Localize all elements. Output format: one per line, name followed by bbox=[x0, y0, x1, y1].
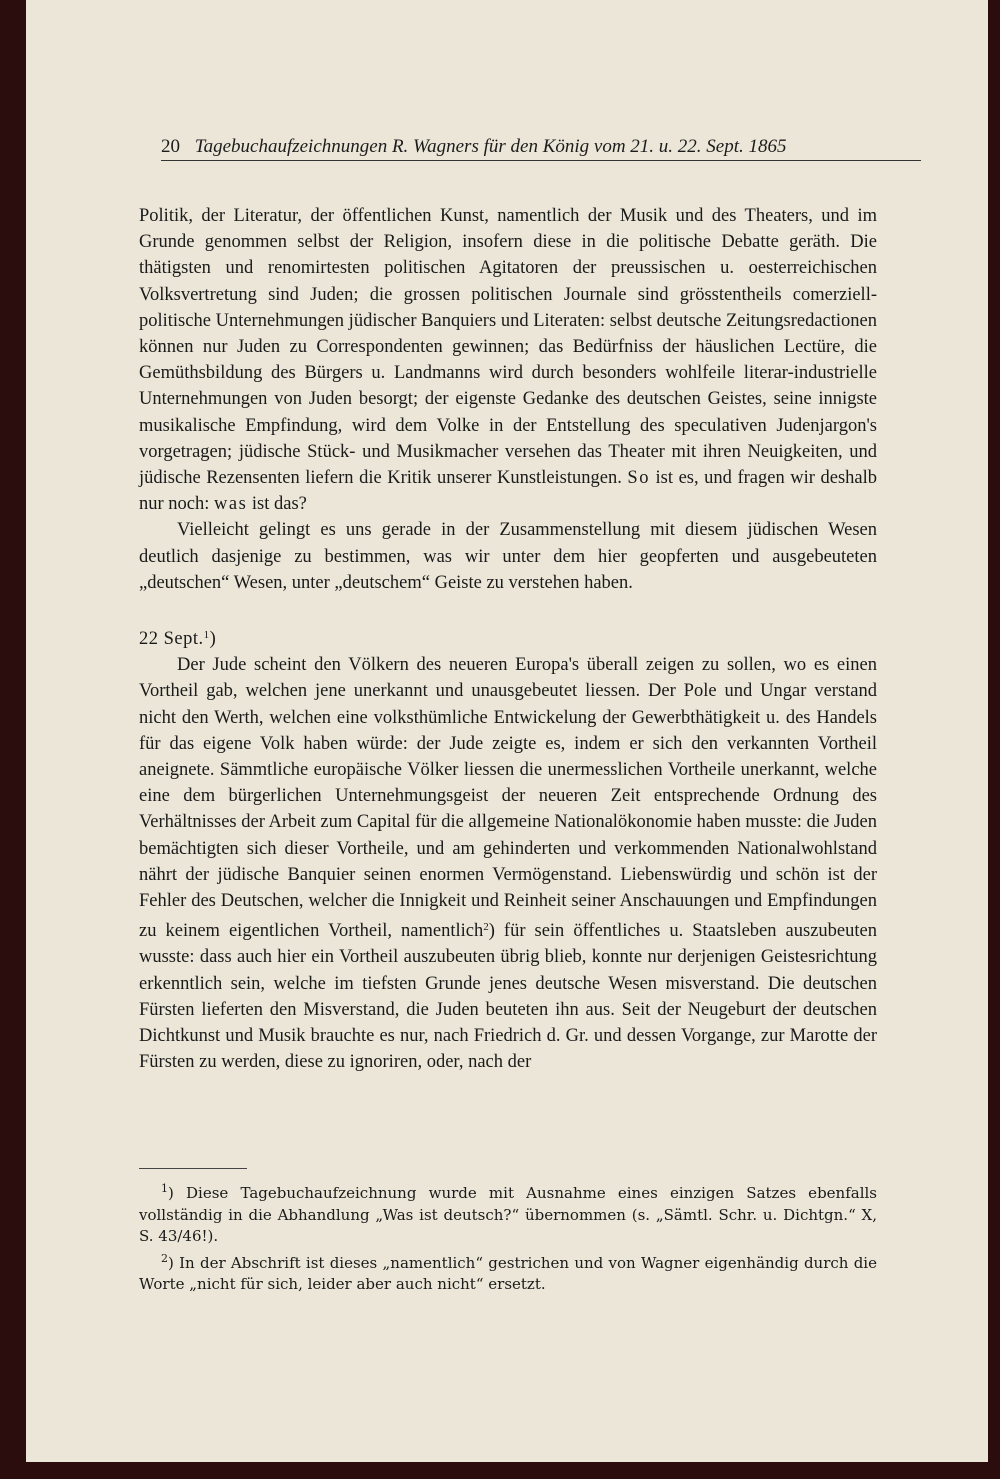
footnote-2: $^2$) In der Abschrift ist dieses „namentlich“ gestrichen und von Wagner eigenhändig durch die Worte „nicht für sich, leider aber auch nicht“ ersetzt. bbox=[139, 1251, 877, 1293]
footnotes bbox=[139, 1178, 877, 1296]
date-heading: 22 Sept.$^1$) bbox=[139, 629, 217, 650]
page-number: 20 bbox=[161, 136, 180, 157]
paragraph-2: Vielleicht gelingt es uns gerade in der Zusammenstellung mit diesem jüdischen Wesen deutlich dasjenige zu bestimmen, was wir unter dem hier geopferten und ausgebeuteten „deutschen“ Wesen, unter „deutschem“ Geiste zu verstehen haben. bbox=[139, 520, 877, 593]
footnote-mark-2: 2 bbox=[483, 921, 489, 934]
date-heading-text: 22 Sept. bbox=[139, 629, 204, 650]
paragraph-1-text: Politik, der Literatur, der öffentlichen Kunst, namentlich der Musik und des Theaters, und im Grunde genommen selbst der Religion, insofern diese in die politische Debatte geräth. Die thätigsten und renomirtesten politischen Agitatoren der preussischen u. oesterreichischen Volksvertretung sind Juden; die grossen politischen Journale sind grösstentheils comerziell-politische Unternehmungen jüdischer Banquiers und Literaten: selbst deutsche Zeitungsredactionen können nur Juden zu Correspondenten gewinnen; das Bedürfniss der häuslichen Lectüre, die Gemüthsbildung des Bürgers u. Landmanns wird durch besonders wohlfeile literar-industrielle Unternehmungen von Juden besorgt; der eigenste Gedanke des deutschen Geistes, seine innigste musikalische Empfindung, wird dem Volke in der Entstellung des speculativen Judenjargon's vorgetragen; jüdische Stück- und Musikmacher versehen das Theater mit ihren Neuigkeiten, und jüdische Rezensenten liefern die Kritik unserer Kunstleistungen. bbox=[139, 206, 877, 489]
paragraph-3: Der Jude scheint den Völkern des neueren Europa's überall zeigen zu sollen, wo es einen Vortheil gab, welchen jene unerkannt und unausgebeutet liessen. Der Pole und Ungar verstand nicht den Werth, welchen eine volksthümliche Entwickelung der Gewerbthätigkeit u. des Handels für das eigene Volk haben würde: der Jude zeigte es, indem er sich den verkannten Vortheil aneignete. Sämmtliche europäische Völker liessen die unermesslichen Vortheile unerkannt, welche eine dem bürgerlichen Unternehmungsgeist der neueren Zeit entsprechende Ordnung des Verhältnisses der Arbeit zum Capital für die allgemeine Nationalökonomie haben musste: die Juden bemächtigten sich dieser Vortheile, und am gehinderten und verkommenden Nationalwohlstand nährt der jüdische Banquier seinen enormen Vermögenstand. Liebenswürdig und schön ist der Fehler des Deutschen, welcher die Innigkeit und Reinheit seiner Anschauungen und Empfindungen zu keinem eigentlichen Vortheil, namentlich$^2$) für sein öffentliches u. Staatsleben auszubeuten wusste: dass auch hier ein Vortheil auszubeuten übrig blieb, konnte nur derjenigen Geistesrichtung erkenntlich sein, welche im tiefsten Grunde jenes deutsche Wesen misverstand. Die deutschen Fürsten lieferten den Misverstand, die Juden beuteten ihn aus. Seit der Neugeburt der deutschen Dichtkunst und Musik brauchte es nur, nach Friedrich d. Gr. und dessen Vorgange, zur Marotte der Fürsten zu werden, diese zu ignoriren, oder, nach der bbox=[139, 655, 877, 1073]
footnote-1: $^1$) Diese Tagebuchaufzeichnung wurde mit Ausnahme eines einzigen Satzes ebenfalls vollständig in die Abhandlung „Was ist deutsch?“ übernommen (s. „Sämtl. Schr. u. Dichtgn.“ X, S. 43/46!). bbox=[139, 1182, 877, 1245]
paragraph-1 bbox=[139, 203, 877, 517]
paragraph-3-text-b: für sein öffentliches u. Staatsleben auszubeuten wusste: dass auch hier ein Vortheil auszubeuten übrig blieb, konnte nur derjenigen Geistesrichtung erkenntlich sein, welche im tiefsten Grunde jenes deutsche Wesen misverstand. Die deutschen Fürsten lieferten den Misverstand, die Juden beuteten ihn aus. Seit der Neugeburt der deutschen Dichtkunst und Musik brauchte es nur, nach Friedrich d. Gr. und dessen Vorgange, zur Marotte der Fürsten zu werden, diese zu ignoriren, oder, nach der bbox=[139, 921, 877, 1073]
footnote-1-text: Diese Tagebuchaufzeichnung wurde mit Ausnahme eines einzigen Satzes ebenfalls vollständig in die Abhandlung „Was ist deutsch?“ übernommen (s. „Sämtl. Schr. u. Dichtgn.“ X, S. 43/46!). bbox=[139, 1184, 877, 1245]
paragraph-1-end: ist das? bbox=[247, 494, 307, 515]
footnote-2-mark: 2 bbox=[161, 1251, 168, 1265]
footnote-1-mark: 1 bbox=[161, 1182, 168, 1195]
main-text bbox=[139, 203, 877, 1076]
footnote-divider bbox=[139, 1168, 247, 1169]
footnote-mark-1: 1 bbox=[203, 629, 210, 642]
footnote-2-text: In der Abschrift ist dieses „namentlich“ gestrichen und von Wagner eigenhändig durch die Worte „nicht für sich, leider aber auch nicht“ ersetzt. bbox=[139, 1253, 877, 1293]
emphasis-so: So bbox=[627, 468, 650, 489]
paragraph-3-text-a: Der Jude scheint den Völkern des neueren Europa's überall zeigen zu sollen, wo es einen Vortheil gab, welchen jene unerkannt und unausgebeutet liessen. Der Pole und Ungar verstand nicht den Werth, welchen eine volksthümliche Entwickelung der Gewerbthätigkeit u. des Handels für das eigene Volk haben würde: der Jude zeigte es, indem er sich den verkannten Vortheil aneignete. Sämmtliche europäische Völker liessen die unermesslichen Vortheile unerkannt, welche eine dem bürgerlichen Unternehmungsgeist der neueren Zeit entsprechende Ordnung des Verhältnisses der Arbeit zum Capital für die allgemeine Nationalökonomie haben musste: die Juden bemächtigten sich dieser Vortheile, und am gehinderten und verkommenden Nationalwohlstand nährt der jüdische Banquier seinen enormen Vermögenstand. Liebenswürdig und schön ist der Fehler des Deutschen, welcher die Innigkeit und Reinheit seiner Anschauungen und Empfindungen zu keinem eigentlichen Vortheil, namentlich bbox=[139, 655, 877, 942]
emphasis-was: was bbox=[214, 494, 248, 515]
running-head bbox=[161, 134, 921, 161]
paragraph-1-mid: ist es, und fragen wir deshalb nur noch: bbox=[139, 468, 877, 515]
running-title: Tagebuchaufzeichnungen R. Wagners für den König vom 21. u. 22. Sept. 1865 bbox=[194, 136, 787, 157]
